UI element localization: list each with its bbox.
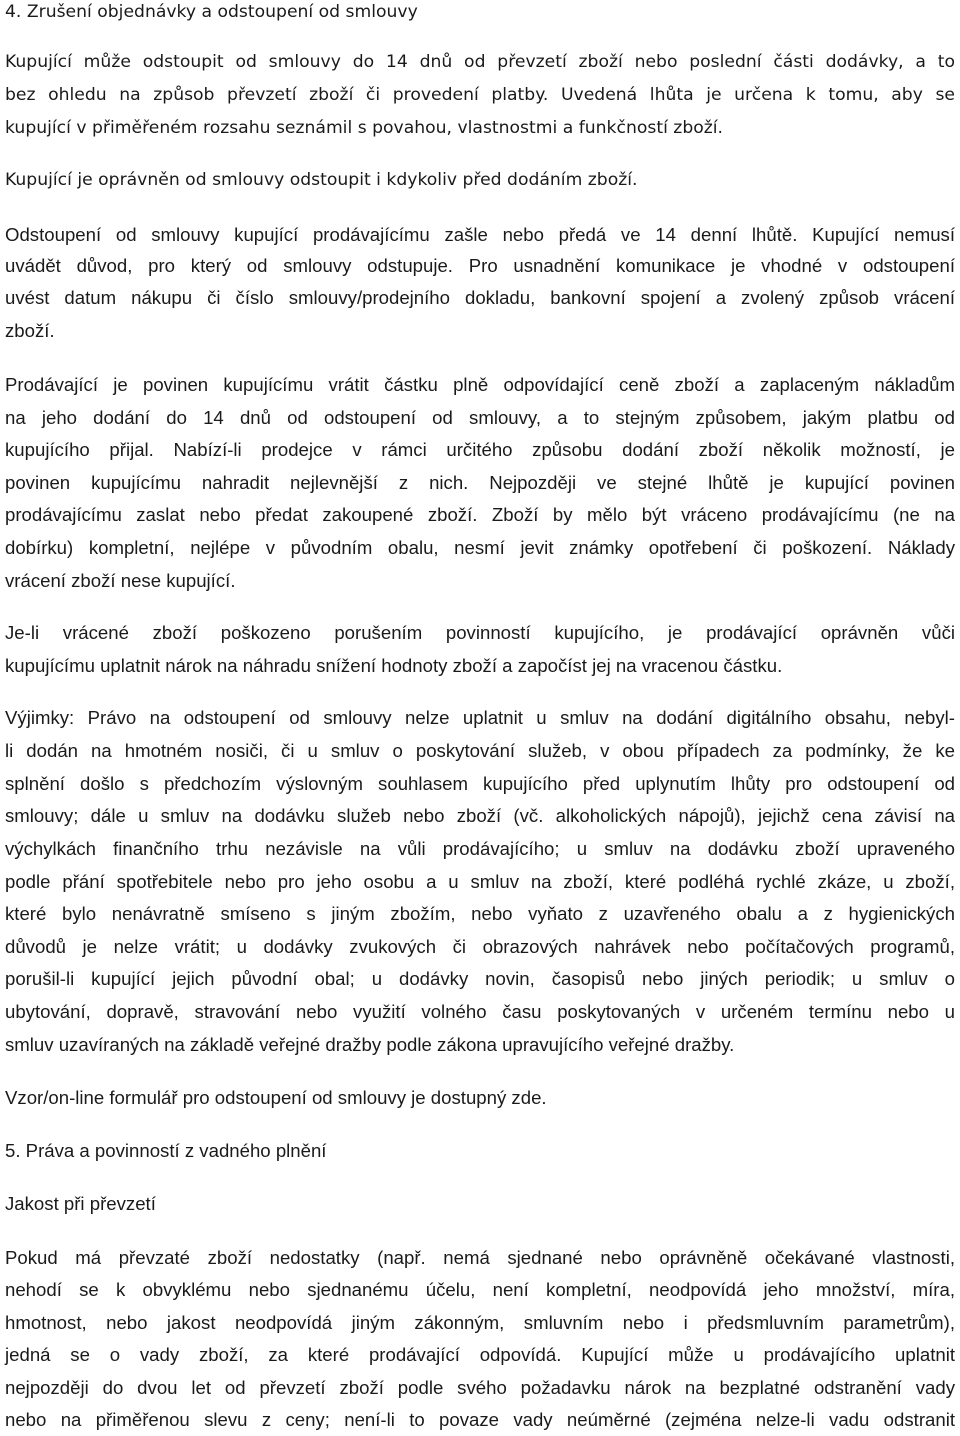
text-line: smluv uzavíraných na základě veřejné dražby podle zákona upravujícího veřejné dražby. bbox=[5, 1034, 735, 1055]
text-line: na jeho dodání do 14 dnů od odstoupení od smlouvy, a to stejným způsobem, jakým platbu od bbox=[5, 407, 955, 428]
text-line: nehodí se k obvyklému nebo sjednanému účelu, není kompletní, neodpovídá jeho množství, míra, bbox=[5, 1279, 955, 1300]
text-line: nejpozději do dvou let od převzetí zboží podle svého požadavku nárok na bezplatné odstranění vady bbox=[5, 1377, 955, 1398]
text-line: porušil-li kupující jejich původní obal; u dodávky novin, časopisů nebo jiných periodik; u smluv o bbox=[5, 968, 955, 989]
text-line: uvádět důvod, pro který od smlouvy odstupuje. Pro usnadnění komunikace je vhodné v odstoupení bbox=[5, 255, 955, 276]
text-line: smlouvy; dále u smluv na dodávku služeb nebo zboží (vč. alkoholických nápojů), jejichž cena závisí na bbox=[5, 805, 955, 826]
section-subheading: Jakost při převzetí bbox=[5, 1193, 156, 1214]
text-line: splnění došlo s předchozím výslovným souhlasem kupujícího před uplynutím lhůty pro odstoupení od bbox=[5, 773, 955, 794]
text-line: dobírku) kompletní, nejlépe v původním obalu, nesmí jevit známky opotřebení či poškození. Náklady bbox=[5, 537, 955, 558]
text-line: ubytování, dopravě, stravování nebo využití volného času poskytovaných v určeném termínu nebo u bbox=[5, 1001, 955, 1022]
text-line: kupující v přiměřeném rozsahu seznámil s povahou, vlastnostmi a funkčností zboží. bbox=[5, 118, 724, 138]
text-line: podle přání spotřebitele nebo pro jeho osobu a u smluv na zboží, které podléhá rychlé zkáze, u zboží, bbox=[5, 871, 955, 892]
text-line: prodávajícímu zaslat nebo předat zakoupené zboží. Zboží by mělo být vráceno prodávajícímu (ne na bbox=[5, 504, 955, 525]
text-line: nebo na přiměřenou slevu z ceny; není-li to povaze vady neúměrné (zejména nelze-li vadu odstranit bbox=[5, 1409, 955, 1430]
text-line: důvodů je nelze vrátit; u dodávky zvukových či obrazových nahrávek nebo počítačových programů, bbox=[5, 936, 955, 957]
text-line: Výjimky: Právo na odstoupení od smlouvy nelze uplatnit u smluv na dodání digitálního obsahu, nebyl- bbox=[5, 707, 955, 728]
text-line: povinen kupujícímu nahradit nejlevnější z nich. Nejpozději ve stejné lhůtě je kupující povinen bbox=[5, 472, 955, 493]
text-line: výchylkách finančního trhu nezávisle na vůli prodávajícího; u smluv na dodávku zboží upraveného bbox=[5, 838, 955, 859]
text-line: jedná se o vady zboží, za které prodávající odpovídá. Kupující může u prodávajícího uplatnit bbox=[5, 1344, 955, 1365]
section-heading: 4. Zrušení objednávky a odstoupení od smlouvy bbox=[5, 2, 418, 22]
text-line: Je-li vrácené zboží poškozeno porušením povinností kupujícího, je prodávající oprávněn vůči bbox=[5, 622, 955, 643]
text-line: Pokud má převzaté zboží nedostatky (např. nemá sjednané nebo oprávněně očekávané vlastnosti, bbox=[5, 1247, 955, 1268]
text-line: zboží. bbox=[5, 320, 55, 341]
text-line: vrácení zboží nese kupující. bbox=[5, 570, 236, 591]
text-line: kupujícímu uplatnit nárok na náhradu snížení hodnoty zboží a započíst jej na vracenou částku. bbox=[5, 655, 783, 676]
text-line: uvést datum nákupu či číslo smlouvy/prodejního dokladu, bankovní spojení a zvolený způsob vrácení bbox=[5, 287, 955, 308]
text-line: Kupující může odstoupit od smlouvy do 14 dnů od převzetí zboží nebo poslední části dodávky, a to bbox=[5, 52, 955, 72]
text-line: Vzor/on-line formulář pro odstoupení od smlouvy je dostupný zde. bbox=[5, 1087, 547, 1108]
text-line: Odstoupení od smlouvy kupující prodávajícímu zašle nebo předá ve 14 denní lhůtě. Kupující nemusí bbox=[5, 224, 955, 245]
section-heading: 5. Práva a povinností z vadného plnění bbox=[5, 1140, 327, 1161]
text-line: které bylo nenávratně smíseno s jiným zbožím, nebo vyňato z uzavřeného obalu a z hygienických bbox=[5, 903, 955, 924]
text-line: li dodán na hmotném nosiči, či u smluv o poskytování služeb, v obou případech za podmínky, že ke bbox=[5, 740, 955, 761]
text-line: Kupující je oprávněn od smlouvy odstoupit i kdykoliv před dodáním zboží. bbox=[5, 170, 638, 190]
text-line: kupujícího přijal. Nabízí-li prodejce v rámci určitého způsobu dodání zboží několik možností, je bbox=[5, 439, 955, 460]
text-line: hmotnost, nebo jakost neodpovídá jiným zákonným, smluvním nebo i předsmluvním parametrům), bbox=[5, 1312, 955, 1333]
text-line: Prodávající je povinen kupujícímu vrátit částku plně odpovídající ceně zboží a zaplaceným nákladům bbox=[5, 374, 955, 395]
text-line: bez ohledu na způsob převzetí zboží či provedení platby. Uvedená lhůta je určena k tomu, aby se bbox=[5, 85, 955, 105]
